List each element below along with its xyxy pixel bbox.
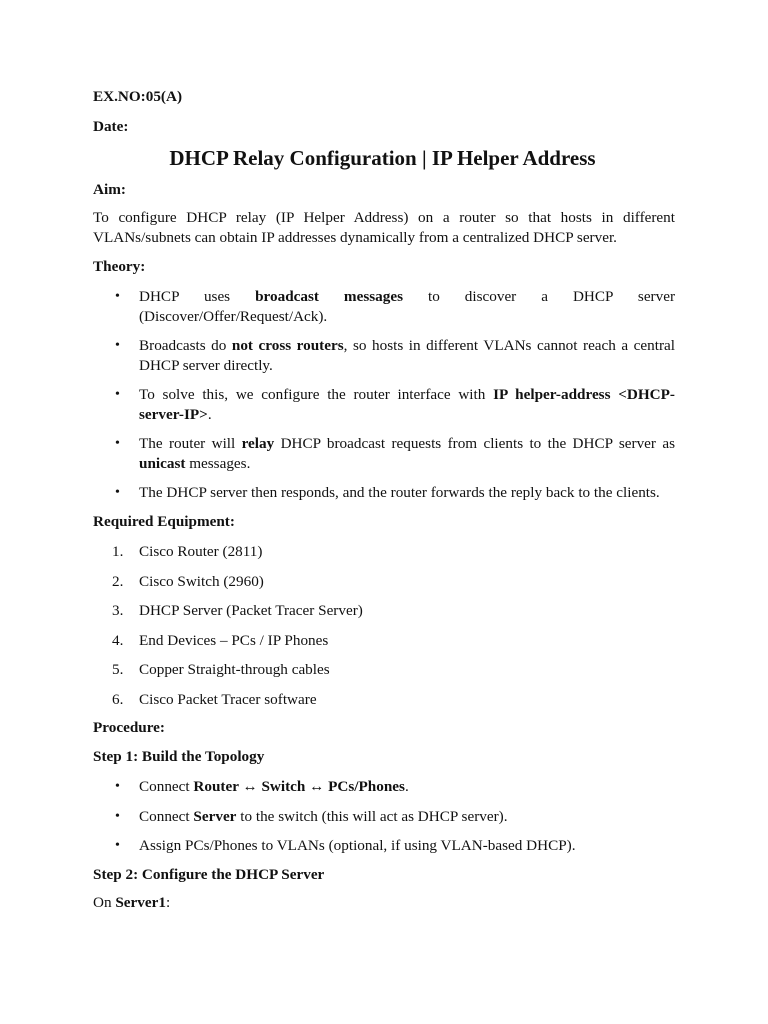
theory-item: • To solve this, we configure the router interface with IP helper-address <DHCP-server-IP>. xyxy=(115,386,675,423)
equipment-item: 6. Cisco Packet Tracer software xyxy=(112,690,317,708)
step2-heading: Step 2: Configure the DHCP Server xyxy=(93,865,325,883)
theory-item: • Broadcasts do not cross routers, so hosts in different VLANs cannot reach a central DHCP server directly. xyxy=(115,337,675,374)
equipment-item: 2. Cisco Switch (2960) xyxy=(112,572,264,590)
page-title: DHCP Relay Configuration | IP Helper Address xyxy=(169,146,596,170)
bullet-icon: • xyxy=(115,485,120,500)
bullet-icon: • xyxy=(115,808,120,824)
bullet-icon: • xyxy=(115,387,120,402)
step1-item: • Assign PCs/Phones to VLANs (optional, if using VLAN-based DHCP). xyxy=(115,837,576,854)
equipment-heading: Required Equipment: xyxy=(93,512,235,530)
theory-list xyxy=(93,287,675,503)
date-label: Date: xyxy=(93,117,129,135)
equipment-item: 3. DHCP Server (Packet Tracer Server) xyxy=(112,602,363,619)
server-line: On Server1: xyxy=(93,894,171,911)
step1-list xyxy=(93,777,675,856)
equipment-item: 4. End Devices – PCs / IP Phones xyxy=(112,631,329,649)
bullet-icon: • xyxy=(115,838,120,853)
theory-item: • DHCP uses broadcast messages to discover a DHCP server (Discover/Offer/Request/Ack). xyxy=(115,288,676,325)
equipment-item: 1. Cisco Router (2811) xyxy=(112,543,263,560)
procedure-heading: Procedure: xyxy=(93,719,165,736)
bullet-icon: • xyxy=(115,338,120,353)
exercise-number: EX.NO:05(A) xyxy=(93,88,183,105)
document-content xyxy=(93,87,675,913)
bullet-icon: • xyxy=(115,779,120,794)
theory-item: • The router will relay DHCP broadcast requests from clients to the DHCP server as unicast messages. xyxy=(115,435,675,472)
step1-heading: Step 1: Build the Topology xyxy=(93,747,265,765)
aim-text: To configure DHCP relay (IP Helper Address) on a router so that hosts in different VLANs/subnets can obtain IP addresses dynamically from a centralized DHCP server. xyxy=(93,208,675,246)
theory-heading: Theory: xyxy=(93,257,146,275)
bullet-icon: • xyxy=(115,289,120,304)
step1-item: • Connect Router ↔ Switch ↔ PCs/Phones. xyxy=(115,778,409,795)
bullet-icon: • xyxy=(115,436,120,451)
equipment-list xyxy=(93,542,675,709)
step1-item: • Connect Server to the switch (this will act as DHCP server). xyxy=(115,807,508,825)
equipment-item: 5. Copper Straight-through cables xyxy=(112,661,330,678)
theory-item: • The DHCP server then responds, and the router forwards the reply back to the clients. xyxy=(115,484,660,501)
aim-heading: Aim: xyxy=(93,181,126,198)
